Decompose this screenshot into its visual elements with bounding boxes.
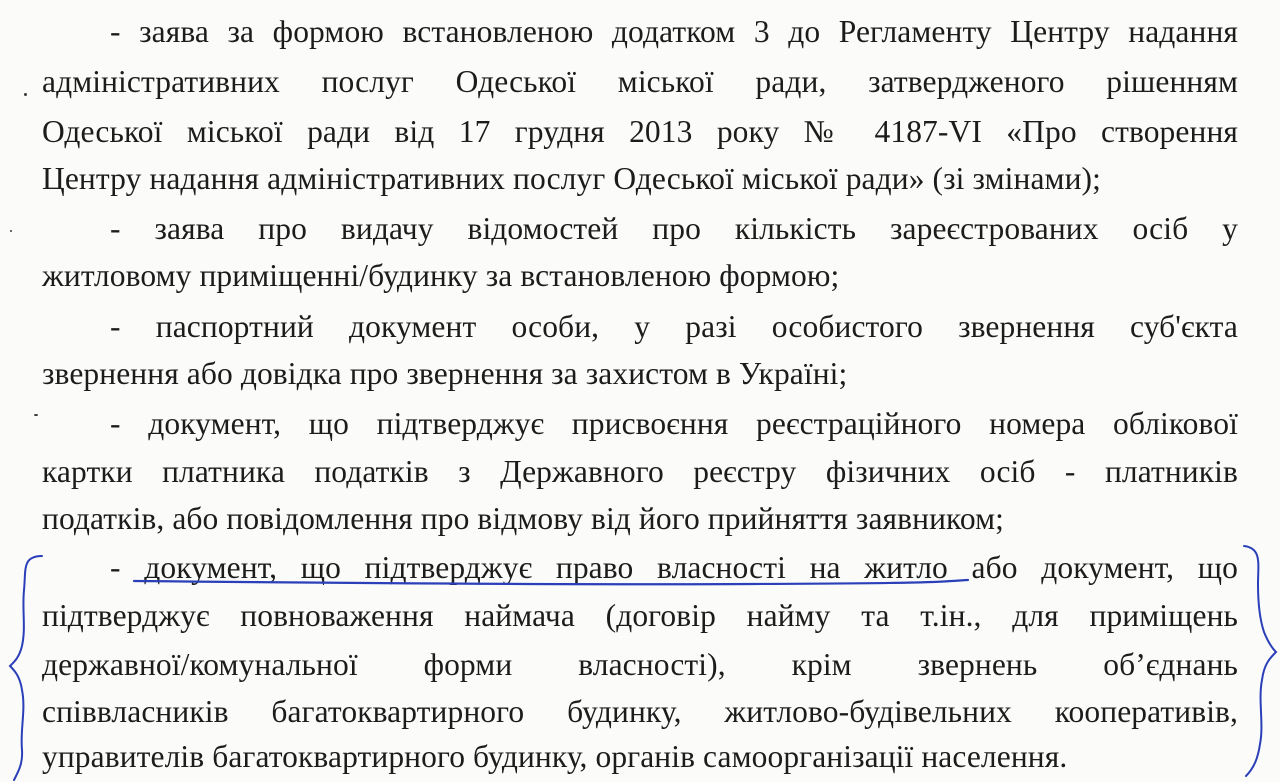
paragraph-3-line-2: звернення або довідка про звернення за захистом в Україні; — [42, 356, 848, 391]
paragraph-4-line-1: - документ, що підтверджує присвоєння реєстраційного номера облікової — [110, 406, 1238, 441]
paragraph-2-line-1: - заява про видачу відомостей про кількість зареєстрованих осіб у — [110, 211, 1238, 246]
paragraph-5-line-1: - документ, що підтверджує право власності на житло або документ, що — [110, 550, 1238, 585]
paragraph-4-line-2: картки платника податків з Державного реєстру фізичних осіб - платників — [42, 454, 1238, 489]
paragraph-4-line-3: податків, або повідомлення про відмову від його прийняття заявником; — [42, 501, 1004, 536]
paragraph-5-line-3: державної/комунальної форми власності), крім звернень об’єднань — [42, 647, 1238, 682]
paragraph-1-line-2: адміністративних послуг Одеської міської ради, затвердженого рішенням — [42, 64, 1238, 99]
paragraph-2-line-2: житловому приміщенні/будинку за встановленою формою; — [42, 258, 840, 293]
paragraph-5-line-2: підтверджує повноваження наймача (договір найму та т.ін., для приміщень — [42, 598, 1238, 633]
paragraph-5-line-4: співвласників багатоквартирного будинку, житлово-будівельних кооперативів, — [42, 694, 1238, 729]
right-bracket-mark — [1236, 540, 1280, 780]
scan-speck — [34, 414, 38, 416]
left-bracket-mark — [4, 550, 46, 782]
paragraph-3-line-1: - паспортний документ особи, у разі особистого звернення суб'єкта — [110, 309, 1238, 344]
scan-speck — [10, 230, 12, 232]
scan-speck — [24, 93, 27, 96]
paragraph-1-line-1: - заява за формою встановленою додатком 3 до Регламенту Центру надання — [110, 14, 1238, 49]
paragraph-5-line-5: управителів багатоквартирного будинку, органів самоорганізації населення. — [42, 739, 1068, 774]
paragraph-1-line-3: Одеської міської ради від 17 грудня 2013 року № 4187-VI «Про створення — [42, 114, 1238, 149]
paragraph-1-line-4: Центру надання адміністративних послуг Одеської міської ради» (зі змінами); — [42, 161, 1101, 196]
